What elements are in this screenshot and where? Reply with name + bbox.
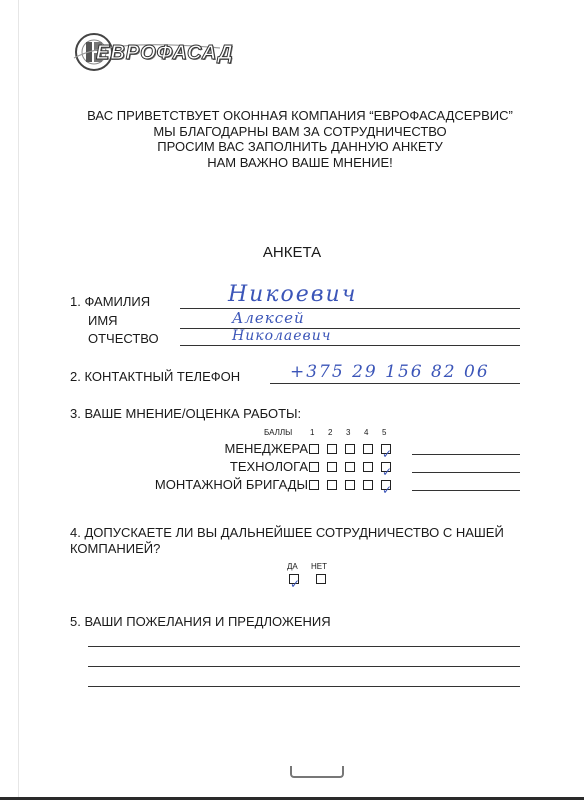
rating-checkbox[interactable]: [363, 480, 373, 490]
scale-number: 1: [310, 428, 315, 437]
suggestions-line[interactable]: [88, 646, 520, 647]
rating-checkbox[interactable]: [309, 444, 319, 454]
cooperation-question: 4. ДОПУСКАЕТЕ ЛИ ВЫ ДАЛЬНЕЙШЕЕ СОТРУДНИЧЕСТВО С НАШЕЙ: [70, 525, 504, 540]
scale-number: 3: [346, 428, 351, 437]
no-label: НЕТ: [311, 562, 327, 571]
logo-text: ЕВРОФАСАД: [96, 42, 234, 64]
check-mark-icon: ✓: [382, 483, 393, 497]
scale-number: 2: [328, 428, 333, 437]
check-mark-icon: ✓: [290, 577, 301, 591]
name-field[interactable]: Алексей: [232, 309, 305, 327]
form-title: АНКЕТА: [262, 244, 322, 261]
suggestions-line[interactable]: [88, 666, 520, 667]
rating-checkbox[interactable]: [327, 444, 337, 454]
rating-checkbox[interactable]: [327, 462, 337, 472]
check-mark-icon: ✓: [382, 447, 393, 461]
rating-checkbox[interactable]: [363, 444, 373, 454]
rating-checkbox-checked[interactable]: [381, 480, 393, 497]
check-mark-icon: ✓: [382, 465, 393, 479]
rating-row-label: МЕНЕДЖЕРА: [224, 441, 308, 456]
surname-line: [180, 308, 520, 309]
name-label: ИМЯ: [88, 313, 118, 328]
scan-edge: [18, 0, 19, 800]
patronymic-label: ОТЧЕСТВО: [88, 331, 159, 346]
yes-label: ДА: [287, 562, 298, 571]
staple-mark: [290, 766, 344, 778]
rating-comment-line: [412, 490, 520, 491]
rating-checkbox[interactable]: [345, 444, 355, 454]
rating-row-label: ТЕХНОЛОГА: [229, 459, 308, 474]
patronymic-line: [180, 345, 520, 346]
rating-comment-line: [412, 472, 520, 473]
phone-line: [270, 383, 520, 384]
rating-checkbox[interactable]: [345, 480, 355, 490]
name-line: [180, 328, 520, 329]
welcome-line: ПРОСИМ ВАС ЗАПОЛНИТЬ ДАННУЮ АНКЕТУ: [157, 139, 443, 154]
suggestions-label: 5. ВАШИ ПОЖЕЛАНИЯ И ПРЕДЛОЖЕНИЯ: [70, 614, 331, 629]
rating-checkbox-checked[interactable]: [381, 462, 393, 479]
welcome-line: ВАС ПРИВЕТСТВУЕТ ОКОННАЯ КОМПАНИЯ “ЕВРОФАСАДСЕРВИС”: [87, 108, 513, 123]
scale-number: 4: [364, 428, 369, 437]
suggestions-line[interactable]: [88, 686, 520, 687]
welcome-line: МЫ БЛАГОДАРНЫ ВАМ ЗА СОТРУДНИЧЕСТВО: [153, 123, 447, 139]
rating-label: 3. ВАШЕ МНЕНИЕ/ОЦЕНКА РАБОТЫ:: [70, 406, 302, 421]
rating-comment-line: [412, 454, 520, 455]
scale-label: БАЛЛЫ: [264, 428, 293, 437]
scale-number: 5: [382, 428, 387, 437]
rating-checkbox[interactable]: [309, 480, 319, 490]
phone-field[interactable]: +375 29 156 82 06: [290, 362, 490, 382]
no-checkbox[interactable]: [316, 574, 326, 584]
rating-checkbox[interactable]: [345, 462, 355, 472]
cooperation-question-cont: КОМПАНИЕЙ?: [70, 541, 161, 556]
rating-checkbox[interactable]: [327, 480, 337, 490]
patronymic-field[interactable]: Николаевич: [232, 328, 332, 344]
rating-checkbox-checked[interactable]: [381, 444, 393, 461]
yes-checkbox-checked[interactable]: [289, 574, 301, 591]
welcome-message: [40, 108, 560, 170]
welcome-line: НАМ ВАЖНО ВАШЕ МНЕНИЕ!: [207, 154, 393, 170]
surname-label: 1. ФАМИЛИЯ: [70, 294, 151, 309]
rating-row-label: МОНТАЖНОЙ БРИГАДЫ: [154, 477, 308, 492]
phone-label: 2. КОНТАКТНЫЙ ТЕЛЕФОН: [70, 369, 241, 384]
rating-checkbox[interactable]: [363, 462, 373, 472]
rating-checkbox[interactable]: [309, 462, 319, 472]
surname-field[interactable]: Никоевич: [228, 282, 358, 307]
